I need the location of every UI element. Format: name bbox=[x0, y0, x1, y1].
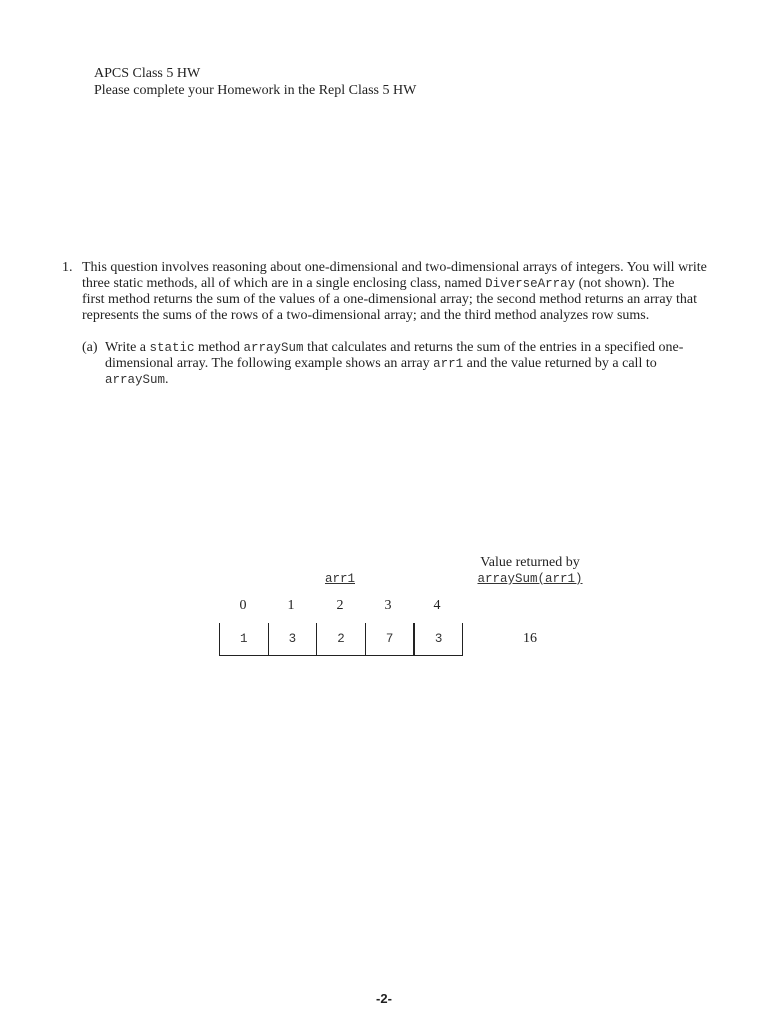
homework-instruction: Please complete your Homework in the Repl Class 5 HW bbox=[94, 83, 417, 98]
class-name-code: DiverseArray bbox=[485, 277, 576, 291]
question-line-1: This question involves reasoning about one-dimensional and two-dimensional arrays of integers. You will write bbox=[82, 260, 707, 275]
method-name-code-2: arraySum bbox=[105, 373, 166, 387]
array-name-code: arr1 bbox=[433, 357, 464, 371]
question-line-2: three static methods, all of which are in a single enclosing class, named DiverseArray (not shown). The bbox=[82, 276, 675, 291]
page-number: -2- bbox=[376, 991, 392, 1006]
array-cell: 1 bbox=[219, 623, 268, 655]
homework-title: APCS Class 5 HW bbox=[94, 66, 201, 81]
method-name-code: arraySum bbox=[243, 341, 304, 355]
array-cells bbox=[219, 623, 463, 656]
part-a-text bbox=[105, 340, 725, 388]
array-index: 1 bbox=[287, 598, 295, 613]
array-cell: 3 bbox=[413, 623, 463, 655]
question-number: 1. bbox=[62, 260, 73, 275]
array-cell: 7 bbox=[365, 623, 414, 655]
result-value: 16 bbox=[523, 631, 537, 646]
question-line-4: represents the sums of the rows of a two-dimensional array; and the third method analyzes row sums. bbox=[82, 308, 650, 323]
result-caption: Value returned by bbox=[480, 555, 580, 570]
array-cell: 2 bbox=[316, 623, 365, 655]
array-cell: 3 bbox=[268, 623, 317, 655]
result-call-caption: arraySum(arr1) bbox=[477, 572, 583, 586]
part-a-line-2: dimensional array. The following example shows an array arr1 and the value returned by a call to bbox=[105, 356, 657, 371]
array-index: 3 bbox=[384, 598, 392, 613]
part-a-label: (a) bbox=[82, 340, 98, 355]
question-line-3: first method returns the sum of the values of a one-dimensional array; the second method returns an array that bbox=[82, 292, 698, 307]
array-index: 2 bbox=[336, 598, 344, 613]
array-index: 0 bbox=[239, 598, 247, 613]
array-caption: arr1 bbox=[324, 572, 355, 586]
array-index: 4 bbox=[433, 598, 441, 613]
part-a-line-1: Write a static method arraySum that calculates and returns the sum of the entries in a specified one- bbox=[105, 340, 684, 355]
part-a-line-3: arraySum. bbox=[105, 372, 169, 387]
question-text bbox=[82, 260, 722, 324]
static-keyword-code: static bbox=[149, 341, 195, 355]
